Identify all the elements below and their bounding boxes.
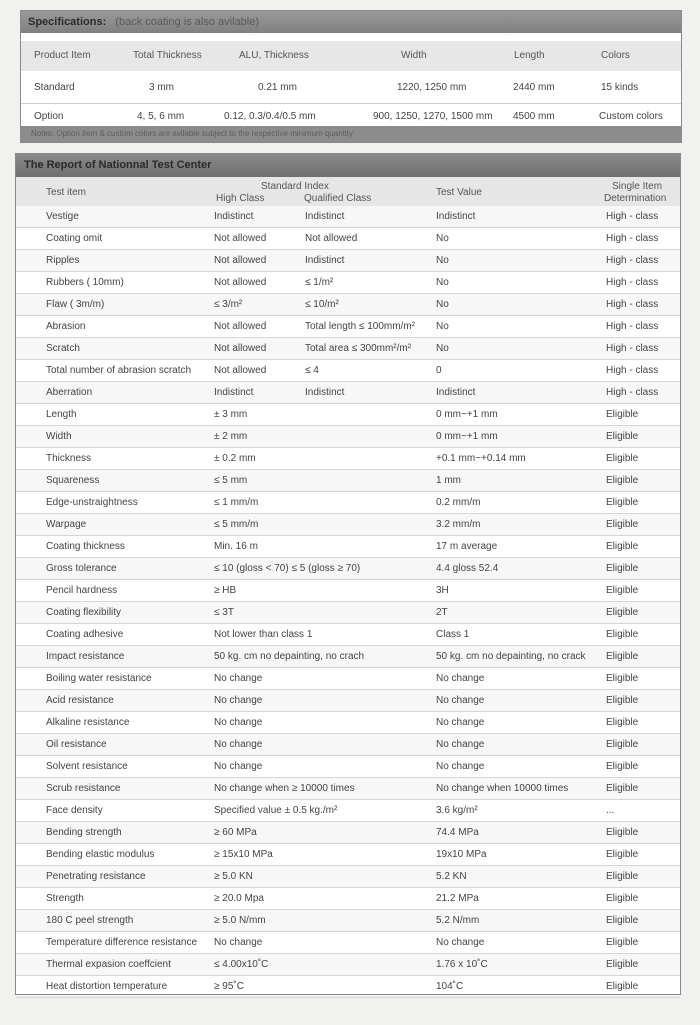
table-row [16, 360, 680, 382]
high-class-cell: No change [214, 673, 263, 684]
header-total-thickness: Total Thickness [133, 50, 202, 61]
table-row [16, 404, 680, 426]
determination-cell: High - class [606, 387, 659, 398]
test-item-cell: Alkaline resistance [46, 717, 130, 728]
test-value-cell: 0 [436, 365, 442, 376]
high-class-cell: No change [214, 937, 263, 948]
test-value-cell: No [436, 277, 449, 288]
test-value-cell: 19x10 MPa [436, 849, 487, 860]
determination-cell: High - class [606, 233, 659, 244]
table-row [16, 206, 680, 228]
table-row [16, 272, 680, 294]
report-table-body [16, 206, 680, 998]
test-value-cell: Indistinct [436, 211, 476, 222]
determination-cell: High - class [606, 299, 659, 310]
test-item-cell: Width [46, 431, 72, 442]
high-class-cell: No change [214, 695, 263, 706]
determination-cell: Eligible [606, 739, 639, 750]
high-class-cell: ≥ 20.0 Mpa [214, 893, 264, 904]
test-item-cell: Scrub resistance [46, 783, 121, 794]
spec-cell: 4, 5, 6 mm [137, 111, 185, 122]
test-value-cell: 2T [436, 607, 448, 618]
determination-cell: Eligible [606, 607, 639, 618]
determination-cell: Eligible [606, 937, 639, 948]
test-value-cell: 3.6 kg/m² [436, 805, 478, 816]
determination-cell: Eligible [606, 563, 639, 574]
test-value-cell: 5.2 KN [436, 871, 467, 882]
test-item-cell: Total number of abrasion scratch [46, 365, 192, 376]
test-value-cell: 3.2 mm/m [436, 519, 481, 530]
test-item-cell: Strength [46, 893, 84, 904]
test-value-cell: No change [436, 739, 485, 750]
high-class-cell: Not allowed [214, 321, 267, 332]
table-row [16, 228, 680, 250]
test-item-cell: Aberration [46, 387, 93, 398]
test-item-cell: Pencil hardness [46, 585, 118, 596]
test-item-cell: Gross tolerance [46, 563, 117, 574]
qualified-class-cell: ≤ 1/m² [305, 277, 334, 288]
high-class-cell: ± 2 mm [214, 431, 248, 442]
table-row [16, 954, 680, 976]
test-value-cell: No [436, 255, 449, 266]
test-value-cell: No [436, 299, 449, 310]
test-value-cell: No change when 10000 times [436, 783, 569, 794]
determination-cell: Eligible [606, 827, 639, 838]
table-row [16, 558, 680, 580]
high-class-cell: ≥ HB [214, 585, 237, 596]
high-class-cell: Not allowed [214, 233, 267, 244]
determination-cell: Eligible [606, 981, 639, 992]
determination-cell: Eligible [606, 871, 639, 882]
header-test-value: Test Value [436, 187, 482, 198]
test-item-cell: Bending strength [46, 827, 122, 838]
test-value-cell: No [436, 233, 449, 244]
table-row [16, 866, 680, 888]
high-class-cell: Specified value ± 0.5 kg./m² [214, 805, 338, 816]
high-class-cell: No change when ≥ 10000 times [214, 783, 355, 794]
test-value-cell: 4.4 gloss 52.4 [436, 563, 499, 574]
test-value-cell: 74.4 MPa [436, 827, 479, 838]
table-row [16, 294, 680, 316]
spec-cell: 1220, 1250 mm [397, 82, 467, 93]
test-item-cell: Squareness [46, 475, 100, 486]
test-item-cell: 180 C peel strength [46, 915, 134, 926]
test-value-cell: 21.2 MPa [436, 893, 479, 904]
qualified-class-cell: Indistinct [305, 211, 345, 222]
determination-cell: Eligible [606, 409, 639, 420]
test-value-cell: No change [436, 717, 485, 728]
table-row [16, 316, 680, 338]
determination-cell: Eligible [606, 783, 639, 794]
determination-cell: Eligible [606, 695, 639, 706]
high-class-cell: ≤ 5 mm/m [214, 519, 259, 530]
table-row [16, 338, 680, 360]
determination-cell: High - class [606, 343, 659, 354]
test-value-cell: 0.2 mm/m [436, 497, 481, 508]
report-title: The Report of Nationnal Test Center [16, 154, 680, 177]
spec-cell: 0.12, 0.3/0.4/0.5 mm [224, 111, 316, 122]
high-class-cell: ± 0.2 mm [214, 453, 256, 464]
determination-cell: Eligible [606, 959, 639, 970]
table-row [16, 624, 680, 646]
determination-cell: ... [606, 805, 615, 816]
test-item-cell: Bending elastic modulus [46, 849, 155, 860]
high-class-cell: Not allowed [214, 277, 267, 288]
high-class-cell: ± 3 mm [214, 409, 248, 420]
test-value-cell: No [436, 321, 449, 332]
table-row [16, 470, 680, 492]
table-row [16, 646, 680, 668]
spec-cell: Custom colors [599, 111, 663, 122]
table-row [16, 822, 680, 844]
qualified-class-cell: ≤ 10/m² [305, 299, 339, 310]
qualified-class-cell: ≤ 4 [305, 365, 319, 376]
test-item-cell: Boiling water resistance [46, 673, 152, 684]
qualified-class-cell: Total area ≤ 300mm²/m² [305, 343, 412, 354]
specifications-title-bar [21, 11, 681, 33]
test-value-cell: No change [436, 761, 485, 772]
test-item-cell: Length [46, 409, 77, 420]
table-row [16, 536, 680, 558]
test-value-cell: 0 mm~+1 mm [436, 431, 498, 442]
qualified-class-cell: Not allowed [305, 233, 358, 244]
spec-row-standard [21, 75, 681, 101]
determination-cell: Eligible [606, 893, 639, 904]
determination-cell: Eligible [606, 651, 639, 662]
table-row [16, 976, 680, 998]
qualified-class-cell: Indistinct [305, 387, 345, 398]
high-class-cell: Indistinct [214, 387, 254, 398]
header-length: Length [514, 50, 545, 61]
test-value-cell: 50 kg. cm no depainting, no crack [436, 651, 586, 662]
high-class-cell: Not allowed [214, 255, 267, 266]
determination-cell: Eligible [606, 629, 639, 640]
test-value-cell: Class 1 [436, 629, 470, 640]
test-value-cell: +0.1 mm~+0.14 mm [436, 453, 526, 464]
determination-cell: Eligible [606, 541, 639, 552]
test-value-cell: No [436, 343, 449, 354]
determination-cell: High - class [606, 321, 659, 332]
high-class-cell: ≤ 4.00x10˚C [214, 959, 269, 970]
spec-cell: Option [34, 111, 64, 122]
test-item-cell: Warpage [46, 519, 87, 530]
spec-cell: 15 kinds [601, 82, 639, 93]
header-alu-thickness: ALU, Thickness [239, 50, 309, 61]
spec-cell: Standard [34, 82, 75, 93]
header-width: Width [401, 50, 427, 61]
high-class-cell: ≤ 1 mm/m [214, 497, 259, 508]
table-row [16, 382, 680, 404]
header-qualified-class: Qualified Class [304, 193, 372, 204]
high-class-cell: ≥ 60 MPa [214, 827, 257, 838]
header-colors: Colors [601, 50, 630, 61]
spec-cell: 4500 mm [513, 111, 555, 122]
test-value-cell: 0 mm~+1 mm [436, 409, 498, 420]
determination-cell: Eligible [606, 761, 639, 772]
test-item-cell: Coating thickness [46, 541, 125, 552]
high-class-cell: No change [214, 717, 263, 728]
test-item-cell: Flaw ( 3m/m) [46, 299, 105, 310]
test-item-cell: Face density [46, 805, 103, 816]
determination-cell: Eligible [606, 849, 639, 860]
high-class-cell: Indistinct [214, 211, 254, 222]
table-row [16, 888, 680, 910]
specifications-section [20, 10, 682, 143]
test-item-cell: Penetrating resistance [46, 871, 146, 882]
high-class-cell: No change [214, 761, 263, 772]
determination-cell: High - class [606, 211, 659, 222]
qualified-class-cell: Indistinct [305, 255, 345, 266]
test-item-cell: Thickness [46, 453, 92, 464]
specifications-title: Specifications: [28, 16, 107, 28]
test-item-cell: Heat distortion temperature [46, 981, 168, 992]
table-row [16, 778, 680, 800]
determination-cell: Eligible [606, 497, 639, 508]
table-row [16, 668, 680, 690]
test-item-cell: Solvent resistance [46, 761, 128, 772]
high-class-cell: ≥ 95˚C [214, 981, 244, 992]
high-class-cell: Min. 16 m [214, 541, 258, 552]
test-item-cell: Rubbers ( 10mm) [46, 277, 124, 288]
high-class-cell: ≤ 5 mm [214, 475, 248, 486]
high-class-cell: No change [214, 739, 263, 750]
test-item-cell: Coating adhesive [46, 629, 124, 640]
test-value-cell: Indistinct [436, 387, 476, 398]
table-row [16, 492, 680, 514]
test-item-cell: Vestige [46, 211, 79, 222]
test-report-section [15, 153, 681, 995]
high-class-cell: ≤ 3/m² [214, 299, 243, 310]
test-value-cell: 1.76 x 10˚C [436, 959, 488, 970]
determination-cell: Eligible [606, 585, 639, 596]
high-class-cell: Not lower than class 1 [214, 629, 313, 640]
table-row [16, 712, 680, 734]
spec-cell: 3 mm [149, 82, 174, 93]
determination-cell: Eligible [606, 717, 639, 728]
high-class-cell: Not allowed [214, 365, 267, 376]
test-item-cell: Temperature difference resistance [46, 937, 198, 948]
test-value-cell: No change [436, 695, 485, 706]
spec-cell: 900, 1250, 1270, 1500 mm [373, 111, 493, 122]
high-class-cell: 50 kg. cm no depainting, no crach [214, 651, 365, 662]
specifications-note: Notes: Option item & custom colors are avilable subject to the respective minimum quantity [21, 126, 681, 142]
determination-cell: High - class [606, 365, 659, 376]
high-class-cell: ≥ 5.0 N/mm [214, 915, 266, 926]
test-item-cell: Coating omit [46, 233, 103, 244]
test-value-cell: No change [436, 673, 485, 684]
table-row [16, 426, 680, 448]
test-item-cell: Edge-unstraightness [46, 497, 138, 508]
test-value-cell: 17 m average [436, 541, 498, 552]
table-row [16, 932, 680, 954]
table-row [16, 602, 680, 624]
qualified-class-cell: Total length ≤ 100mm/m² [305, 321, 415, 332]
table-row [16, 910, 680, 932]
table-row [16, 690, 680, 712]
table-row [16, 734, 680, 756]
high-class-cell: ≤ 3T [214, 607, 234, 618]
header-standard-index: Standard Index [261, 181, 329, 192]
determination-cell: Eligible [606, 453, 639, 464]
test-value-cell: 5.2 N/mm [436, 915, 480, 926]
test-value-cell: 3H [436, 585, 449, 596]
test-item-cell: Coating flexibility [46, 607, 122, 618]
determination-cell: Eligible [606, 431, 639, 442]
specifications-header-row [21, 41, 681, 71]
test-item-cell: Thermal expasion coeffcient [46, 959, 171, 970]
spec-cell: 0.21 mm [258, 82, 297, 93]
header-determination: Determination [604, 193, 667, 204]
header-product-item: Product Item [34, 50, 91, 61]
high-class-cell: ≥ 5.0 KN [214, 871, 253, 882]
table-row [16, 250, 680, 272]
test-item-cell: Impact resistance [46, 651, 125, 662]
test-item-cell: Ripples [46, 255, 80, 266]
report-header-row [16, 177, 680, 206]
table-row [16, 580, 680, 602]
test-item-cell: Scratch [46, 343, 80, 354]
test-value-cell: 104˚C [436, 981, 464, 992]
test-item-cell: Abrasion [46, 321, 86, 332]
test-item-cell: Acid resistance [46, 695, 114, 706]
determination-cell: Eligible [606, 915, 639, 926]
header-high-class: High Class [216, 193, 265, 204]
test-item-cell: Oil resistance [46, 739, 107, 750]
determination-cell: Eligible [606, 519, 639, 530]
table-row [16, 448, 680, 470]
high-class-cell: ≥ 15x10 MPa [214, 849, 273, 860]
determination-cell: Eligible [606, 475, 639, 486]
test-value-cell: 1 mm [436, 475, 461, 486]
determination-cell: Eligible [606, 673, 639, 684]
determination-cell: High - class [606, 277, 659, 288]
table-row [16, 800, 680, 822]
specifications-subtitle: (back coating is also avilable) [115, 16, 259, 28]
high-class-cell: Not allowed [214, 343, 267, 354]
table-row [16, 514, 680, 536]
header-single-item: Single Item [612, 181, 663, 192]
table-row [16, 756, 680, 778]
spec-cell: 2440 mm [513, 82, 555, 93]
test-value-cell: No change [436, 937, 485, 948]
header-test-item: Test item [46, 187, 87, 198]
determination-cell: High - class [606, 255, 659, 266]
high-class-cell: ≤ 10 (gloss < 70) ≤ 5 (gloss ≥ 70) [214, 563, 361, 574]
table-row [16, 844, 680, 866]
